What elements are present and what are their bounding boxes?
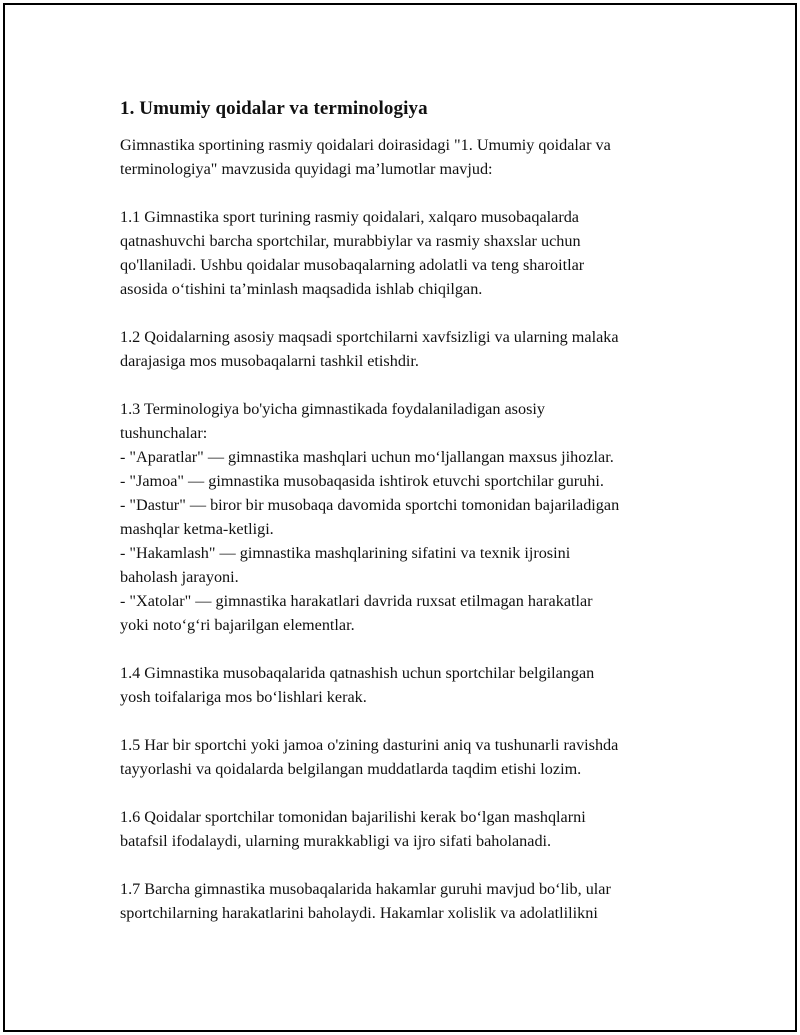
text-line: - "Hakamlash" — gimnastika mashqlarining sifatini va texnik ijrosini	[120, 544, 571, 562]
paragraph	[120, 397, 700, 637]
text-line: 1.6 Qoidalar sportchilar tomonidan bajarilishi kerak bo‘lgan mashqlarni	[120, 808, 586, 826]
document-body	[120, 97, 700, 949]
text-line: tayyorlashi va qoidalarda belgilangan muddatlarda taqdim etishi lozim.	[120, 760, 582, 778]
page-frame	[3, 3, 797, 1032]
text-line: 1.2 Qoidalarning asosiy maqsadi sportchilarni xavfsizligi va ularning malaka	[120, 328, 619, 346]
text-line: 1.3 Terminologiya bo'yicha gimnastikada foydalaniladigan asosiy	[120, 400, 545, 418]
paragraph	[120, 325, 700, 373]
text-line: yosh toifalariga mos bo‘lishlari kerak.	[120, 688, 367, 706]
text-line: asosida o‘tishini ta’minlash maqsadida ishlab chiqilgan.	[120, 280, 483, 298]
text-line: 1.5 Har bir sportchi yoki jamoa o'zining dasturini aniq va tushunarli ravishda	[120, 736, 619, 754]
text-line: Gimnastika sportining rasmiy qoidalari doirasidagi "1. Umumiy qoidalar va	[120, 136, 611, 154]
section-heading: 1. Umumiy qoidalar va terminologiya	[120, 98, 428, 119]
text-line: 1.4 Gimnastika musobaqalarida qatnashish uchun sportchilar belgilangan	[120, 664, 595, 682]
paragraph-list	[120, 133, 700, 925]
paragraph	[120, 877, 700, 925]
text-line: 1.7 Barcha gimnastika musobaqalarida hakamlar guruhi mavjud bo‘lib, ular	[120, 880, 611, 898]
text-line: - "Jamoa" — gimnastika musobaqasida ishtirok etuvchi sportchilar guruhi.	[120, 472, 604, 490]
paragraph	[120, 805, 700, 853]
paragraph	[120, 205, 700, 301]
text-line: darajasiga mos musobaqalarni tashkil etishdir.	[120, 352, 419, 370]
text-line: 1.1 Gimnastika sport turining rasmiy qoidalari, xalqaro musobaqalarda	[120, 208, 579, 226]
text-line: mashqlar ketma-ketligi.	[120, 520, 274, 538]
text-line: baholash jarayoni.	[120, 568, 239, 586]
text-line: qatnashuvchi barcha sportchilar, murabbiylar va rasmiy shaxslar uchun	[120, 232, 581, 250]
text-line: - "Xatolar" — gimnastika harakatlari davrida ruxsat etilmagan harakatlar	[120, 592, 593, 610]
text-line: - "Dastur" — biror bir musobaqa davomida sportchi tomonidan bajariladigan	[120, 496, 620, 514]
paragraph	[120, 133, 700, 181]
paragraph	[120, 661, 700, 709]
text-line: qo'llaniladi. Ushbu qoidalar musobaqalarning adolatli va teng sharoitlar	[120, 256, 585, 274]
paragraph	[120, 733, 700, 781]
text-line: batafsil ifodalaydi, ularning murakkabligi va ijro sifati baholanadi.	[120, 832, 552, 850]
text-line: - "Aparatlar" — gimnastika mashqlari uchun mo‘ljallangan maxsus jihozlar.	[120, 448, 614, 466]
text-line: terminologiya" mavzusida quyidagi ma’lumotlar mavjud:	[120, 160, 493, 178]
text-line: yoki noto‘g‘ri bajarilgan elementlar.	[120, 616, 355, 634]
text-line: sportchilarning harakatlarini baholaydi. Hakamlar xolislik va adolatlilikni	[120, 904, 598, 922]
text-line: tushunchalar:	[120, 424, 208, 442]
